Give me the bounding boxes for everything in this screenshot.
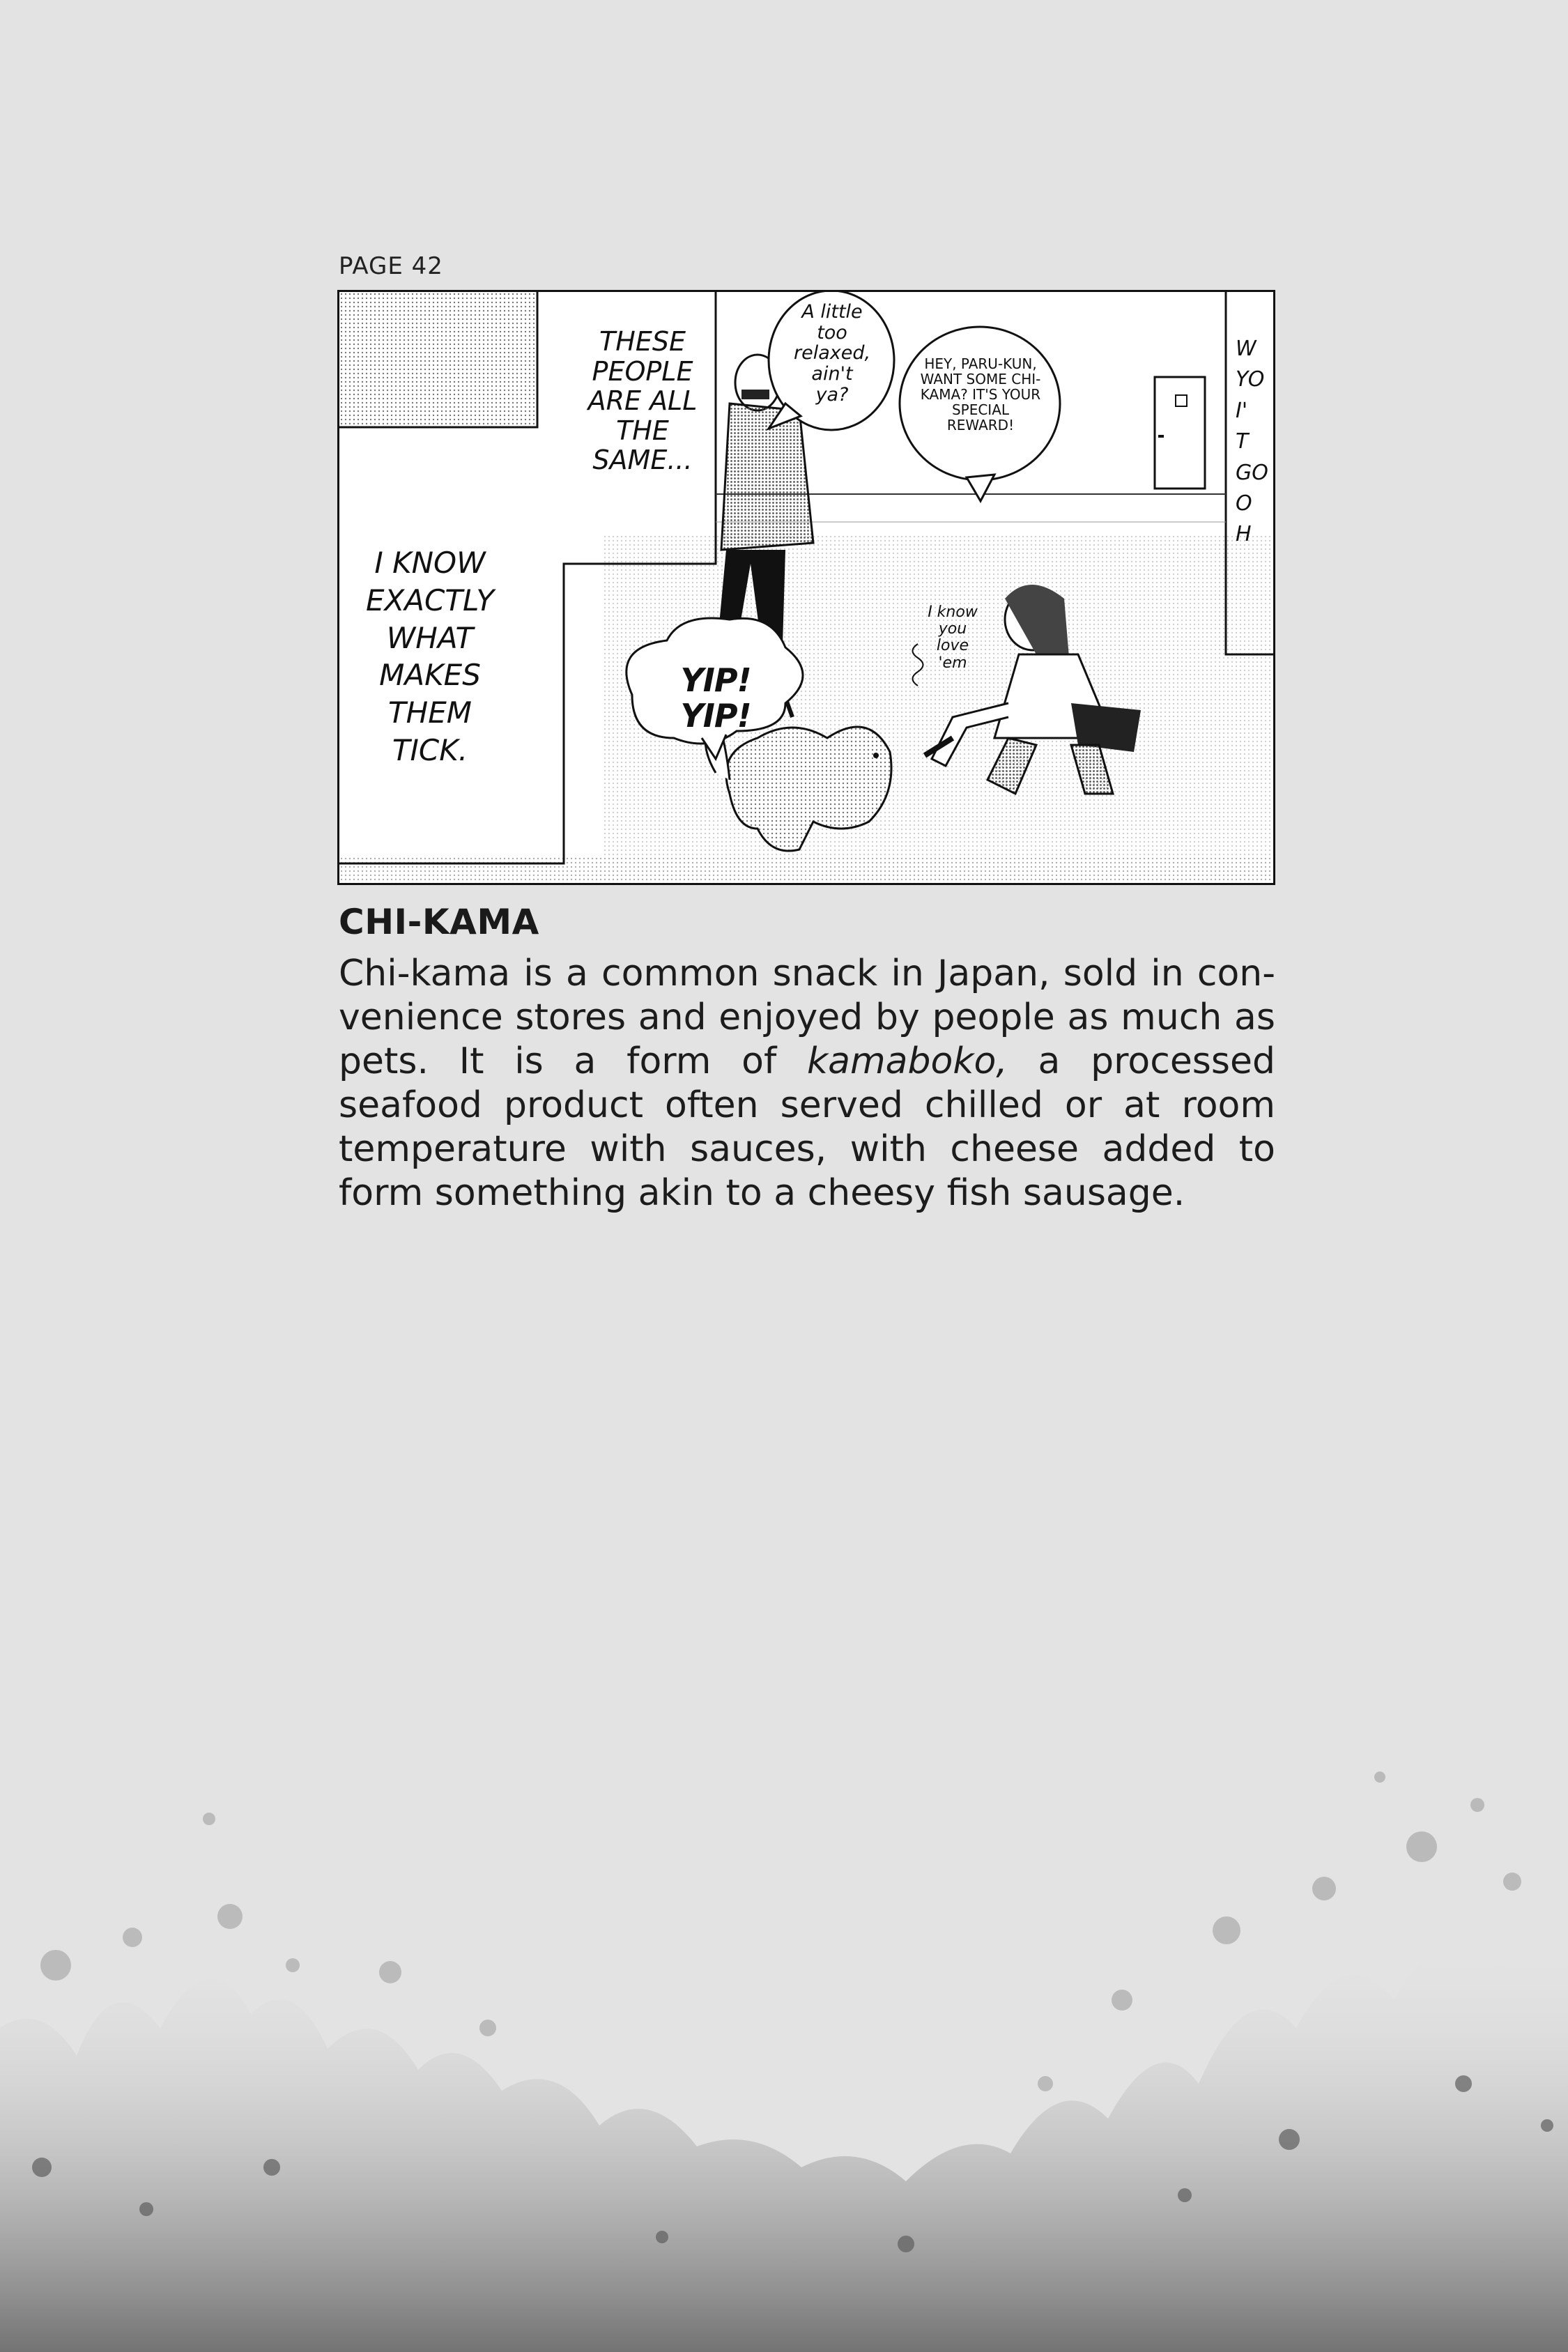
speech-text-cutoff: W YO I' T GO O H [1236,337,1268,547]
speech-text-i-know-you: I know you love 'em [928,604,978,672]
note-body [339,952,1275,1215]
speech-bubble-hey: HEY, PARU-KUN, WANT SOME CHI-KAMA? IT'S YOUR SPECIAL REWARD! [920,355,1041,433]
note-body-italic-term: kamaboko, [807,1040,1008,1082]
ink-splatter-decoration [0,1638,1568,2352]
speech-bubble-yip: YIP! YIP! [680,661,751,735]
speech-bubble-relaxed: A little too relaxed, ain't ya? [794,301,871,406]
note-body-text: Chi-kama is a common snack in Japan, sold in con-venience stores and enjoyed by people as much as pets. It is a form of [339,953,1275,1082]
note-body-text-continued: a processed seafood product often served chilled or at room temperature with sauces, with cheese added to form something akin to a cheesy fish sausage. [339,1040,1275,1214]
caption-i-know-exactly: I KNOW EXACTLY WHAT MAKES THEM TICK. [365,546,495,767]
page-number-label: PAGE 42 [339,252,443,280]
caption-these-people: THESE PEOPLE ARE ALL THE SAME... [587,326,698,476]
note-heading: CHI-KAMA [339,902,539,942]
manga-panel [337,290,1275,885]
